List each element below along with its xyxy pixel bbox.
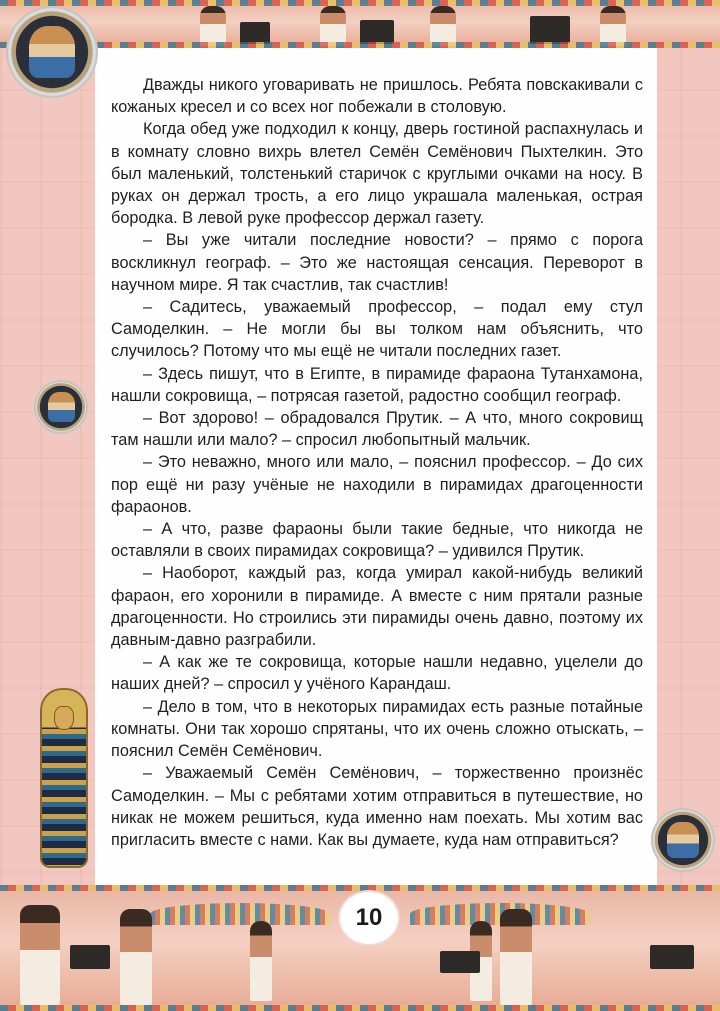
paragraph: – Здесь пишут, что в Египте, в пирамиде фараона Тутанхамона, нашли сокровища, – потрясая газетой, радостно сообщил географ. — [111, 364, 643, 405]
paragraph: – Наоборот, каждый раз, когда умирал какой-нибудь великий фараон, его хоронили в пирамиде. А вместе с ним прятали разные драгоценности. Но строились эти пирамиды очень давно, поэтому их давным-давно разграбили. — [111, 564, 643, 650]
page-number-badge — [340, 892, 398, 944]
paragraph: – Уважаемый Семён Семёнович, – торжественно произнёс Самоделкин. – Мы с ребятами хотим отправиться в путешествие, но никак не можем решиться, куда именно нам поехать. Мы хотим вас пригласить вместе с нами. Как вы думаете, куда нам отправиться? — [111, 764, 643, 849]
paragraph: – А как же те сокровища, которые нашли недавно, уцелели до наших дней? – спросил у учёного Карандаш. — [111, 653, 643, 694]
paragraph: – Садитесь, уважаемый профессор, – подал ему стул Самоделкин. – Не могли бы вы толком нам объяснить, что случилось? Потому что мы ещё не читали последних газет. — [111, 298, 643, 361]
pharaoh-medallion-icon — [34, 380, 88, 434]
paragraph: Дважды никого уговаривать не пришлось. Ребята повскакивали с кожаных кресел и со всех ног побежали в столовую. — [111, 76, 643, 117]
paragraph: Когда обед уже подходил к концу, дверь гостиной распахнулась и в комнату словно вихрь влетел Семён Семёнович Пыхтелкин. Это был маленький, толстенький старичок с круглыми очками на носу. В руках он держал трость, а его лицо украшала маленькая, острая бородка. В левой руке профессор держал газету. — [111, 120, 643, 228]
sphinx-medallion-icon — [6, 6, 98, 98]
page-number: 10 — [355, 904, 383, 931]
paragraph: – Вот здорово! – обрадовался Прутик. – А что, много сокровищ там нашли или мало? – спросил любопытный мальчик. — [111, 409, 643, 450]
story-text — [111, 74, 643, 851]
egyptian-scene-medallion-icon — [651, 808, 715, 872]
paragraph: – Вы уже читали последние новости? – прямо с порога воскликнул географ. – Это же настоящая сенсация. Переворот в научном мире. Я так счастлив, так счастлив! — [111, 231, 643, 294]
paragraph: – Дело в том, что в некоторых пирамидах есть разные потайные комнаты. Они так хорошо спрятаны, что их очень сложно отыскать, – пояснил Семён Семёнович. — [111, 697, 643, 761]
sarcophagus-icon — [40, 688, 88, 868]
paragraph: – Это неважно, много или мало, – пояснил профессор. – До сих пор ещё ни разу учёные не находили в пирамидах драгоценности фараонов. — [111, 453, 643, 516]
paragraph: – А что, разве фараоны были такие бедные, что никогда не оставляли в своих пирамидах сокровища? – удивился Прутик. — [111, 520, 643, 561]
top-frieze — [0, 0, 720, 48]
